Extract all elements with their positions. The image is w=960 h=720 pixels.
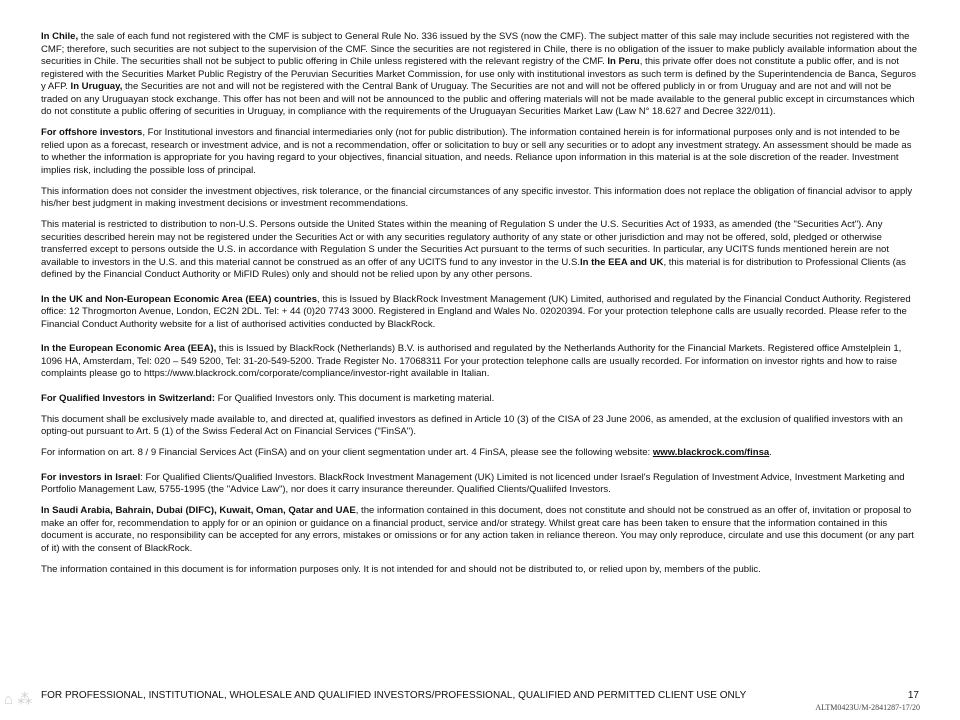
switzerland-text: For Qualified Investors only. This document is marketing material. [215, 392, 495, 404]
disclaimer-page [41, 31, 919, 585]
switzerland-paragraph [41, 393, 919, 406]
eea-uk-heading: In the EEA and UK [579, 256, 664, 268]
offshore-heading: For offshore investors [41, 127, 143, 138]
us-regulation-paragraph [41, 219, 919, 282]
footer-disclaimer: FOR PROFESSIONAL, INSTITUTIONAL, WHOLESALE AND QUALIFIED INVESTORS/PROFESSIONAL, QUALIFIED AND PERMITTED CLIENT USE ONLY [41, 690, 747, 701]
cisa-paragraph [41, 414, 919, 439]
finsa-text: For information on art. 8 / 9 Financial Services Act (FinSA) and on your client segmentation under art. 4 FinSA, please see the following website: [41, 447, 653, 458]
uk-non-eea-paragraph [41, 294, 919, 332]
investment-objectives-paragraph [41, 186, 919, 211]
uk-non-eea-text: , this is Issued by BlackRock Investment Management (UK) Limited, authorised and regulated by the Financial Conduct Authority. Registered office: 12 Throgmorton Avenue, London, EC2N 2DL. Tel: + 44 (0)20 7743 3000. Registered in England and Wales No. 02020394. For your protection telephone calls are usually recorded. Please refer to the Financial Conduct Authority website for a list of authorised activities conducted by BlackRock. [41, 293, 911, 330]
chile-text: the sale of each fund not registered with the CMF is subject to General Rule No. 336 issued by the SVS (now the CMF). The subject matter of this sale may include securities not registered with the CMF; therefore, such securities are not subject to the supervision of the CMF. Since the securities are not registered in Chile, there is no obligation of the issuer to make publicly available information about the securities in Chile. The securities shall not be subject to public offering in Chile unless registered with the relevant registry of the CMF. [41, 31, 918, 67]
eea-text: this is Issued by BlackRock (Netherlands) B.V. is authorised and regulated by the Netherlands Authority for the Financial Markets. Registered office Amstelplein 1, 1096 HA, Amsterdam, Tel: 020 – 549 5200, Tel: 31-20-549-5200. Trade Register No. 17068311 For your protection telephone calls are usually recorded. For information on investor rights and how to raise complaints please go to https://www.blackrock.com/corporate/compliance/investor-right available in Italian. [41, 343, 902, 379]
chile-peru-uruguay-paragraph [41, 31, 919, 119]
page-number: 17 [907, 690, 919, 701]
israel-text: : For Qualified Clients/Qualified Investors. BlackRock Investment Management (UK) Limited is not licenced under Israel's Regulation of Investment Advice, Investment Marketing and Portfolio Management Law, 5755-1995 (the "Advice Law"), nor does it carry insurance thereunder. Qualified Clients/Qualiifed Investors. [41, 471, 905, 495]
eea-paragraph [41, 343, 919, 381]
offshore-paragraph [41, 127, 919, 177]
finsa-link[interactable]: www.blackrock.com/finsa [652, 447, 770, 458]
document-reference-code: ALTM0423U/M-2841287-17/20 [815, 703, 920, 712]
information-purposes-paragraph [41, 564, 919, 577]
watermark-logo: ⌂ ⁂ [4, 691, 33, 708]
eea-uk-text: , this material is for distribution to Professional Clients (as defined by the Financial Conduct Authority or MiFID Rules) only and should not be relied upon by any other persons. [41, 256, 906, 280]
uruguay-text: the Securities are not and will not be registered with the Central Bank of Uruguay. The Securities are not and will not be offered publicly in or from Uruguay and are not and will not be traded on any Uruguayan stock exchange. This offer has not been and will not be announced to the public and offering materials will not be made available to the general public except in circumstances which do not constitute a public offering of securities in Uruguay, in compliance with the requirements of the Uruguayan Securities Market Law (Law N° 18.627 and Decree 322/011). [41, 81, 915, 117]
cisa-text: This document shall be exclusively made available to, and directed at, qualified investors as defined in Article 10 (3) of the CISA of 23 June 2006, as amended, at the exclusion of qualified investors with an opting-out pursuant to Art. 5 (1) of the Swiss Federal Act on Financial Services ("FinSA"). [41, 413, 903, 437]
eea-heading: In the European Economic Area (EEA), [41, 343, 217, 354]
uruguay-heading: In Uruguay, [70, 81, 123, 92]
uk-non-eea-heading: In the UK and Non-European Economic Area (EEA) countries [41, 293, 318, 305]
gulf-paragraph [41, 505, 919, 555]
israel-heading: For investors in Israel [41, 471, 141, 483]
peru-heading: In Peru [607, 56, 640, 67]
information-purposes-text: The information contained in this document is for information purposes only. It is not intended for and should not be distributed to, or relied upon by, members of the public. [41, 563, 761, 575]
switzerland-heading: For Qualified Investors in Switzerland: [41, 392, 215, 404]
page-footer [41, 689, 919, 703]
gulf-text: , the information contained in this document, does not constitute and should not be construed as an offer of, invitation or proposal to make an offer for, recommendation to apply for or an opinion or guidance on a financial product, service and/or strategy. Whilst great care has been taken to ensure that the information contained in this document is accurate, no responsibility can be accepted for any errors, mistakes or omissions or for any action taken in reliance thereon. You may only reproduce, circulate and use this document (or any part of it) with the consent of BlackRock. [41, 505, 914, 554]
finsa-paragraph [41, 447, 919, 460]
israel-paragraph [41, 472, 919, 497]
chile-heading: In Chile, [41, 31, 79, 42]
us-regulation-text: This material is restricted to distribution to non-U.S. Persons outside the United States within the meaning of Regulation S under the U.S. Securities Act of 1933, as amended (the "Securities Act"). Any securities described herein may not be registered under the Securities Act or with any securities regulatory authority of any state or other jurisdiction and may not be offered, sold, pledged or otherwise transferred except to persons outside the U.S. in accordance with Regulation S under the Securities Act pursuant to the terms of such securities. In particular, any UCITS funds mentioned herein are not available to investors in the U.S. and this material cannot be construed as an offer of any UCITS fund to any investor in the U.S. [41, 219, 890, 268]
peru-text: , this private offer does not constitute a public offer, and is not registered with the Securities Market Public Registry of the Peruvian Securities Market Commission, for use only with institutional investors as such term is defined by the Superintendencia de Banca, Seguros y AFP. [41, 56, 917, 92]
offshore-text: , For Institutional investors and financial intermediaries only (not for public distribution). The information contained herein is for informational purposes only and is not intended to be relied upon as a forecast, research or investment advice, and is not a recommendation, offer or solicitation to buy or sell any securities or to adopt any investment strategy. An assessment should be made as to whether the information is appropriate for you having regard to your objectives, financial situation, and needs. Reliance upon information in this material is at the sole discretion of the reader. Investment implies risk, including the possible loss of principal. [41, 127, 912, 176]
gulf-heading: In Saudi Arabia, Bahrain, Dubai (DIFC), Kuwait, Oman, Qatar and UAE [41, 505, 356, 516]
investment-objectives-text: This information does not consider the investment objectives, risk tolerance, or the financial circumstances of any specific investor. This information does not replace the obligation of financial advisor to apply his/her best judgment in making investment decisions or investment recommendations. [41, 185, 913, 209]
finsa-text-end: . [769, 447, 772, 458]
